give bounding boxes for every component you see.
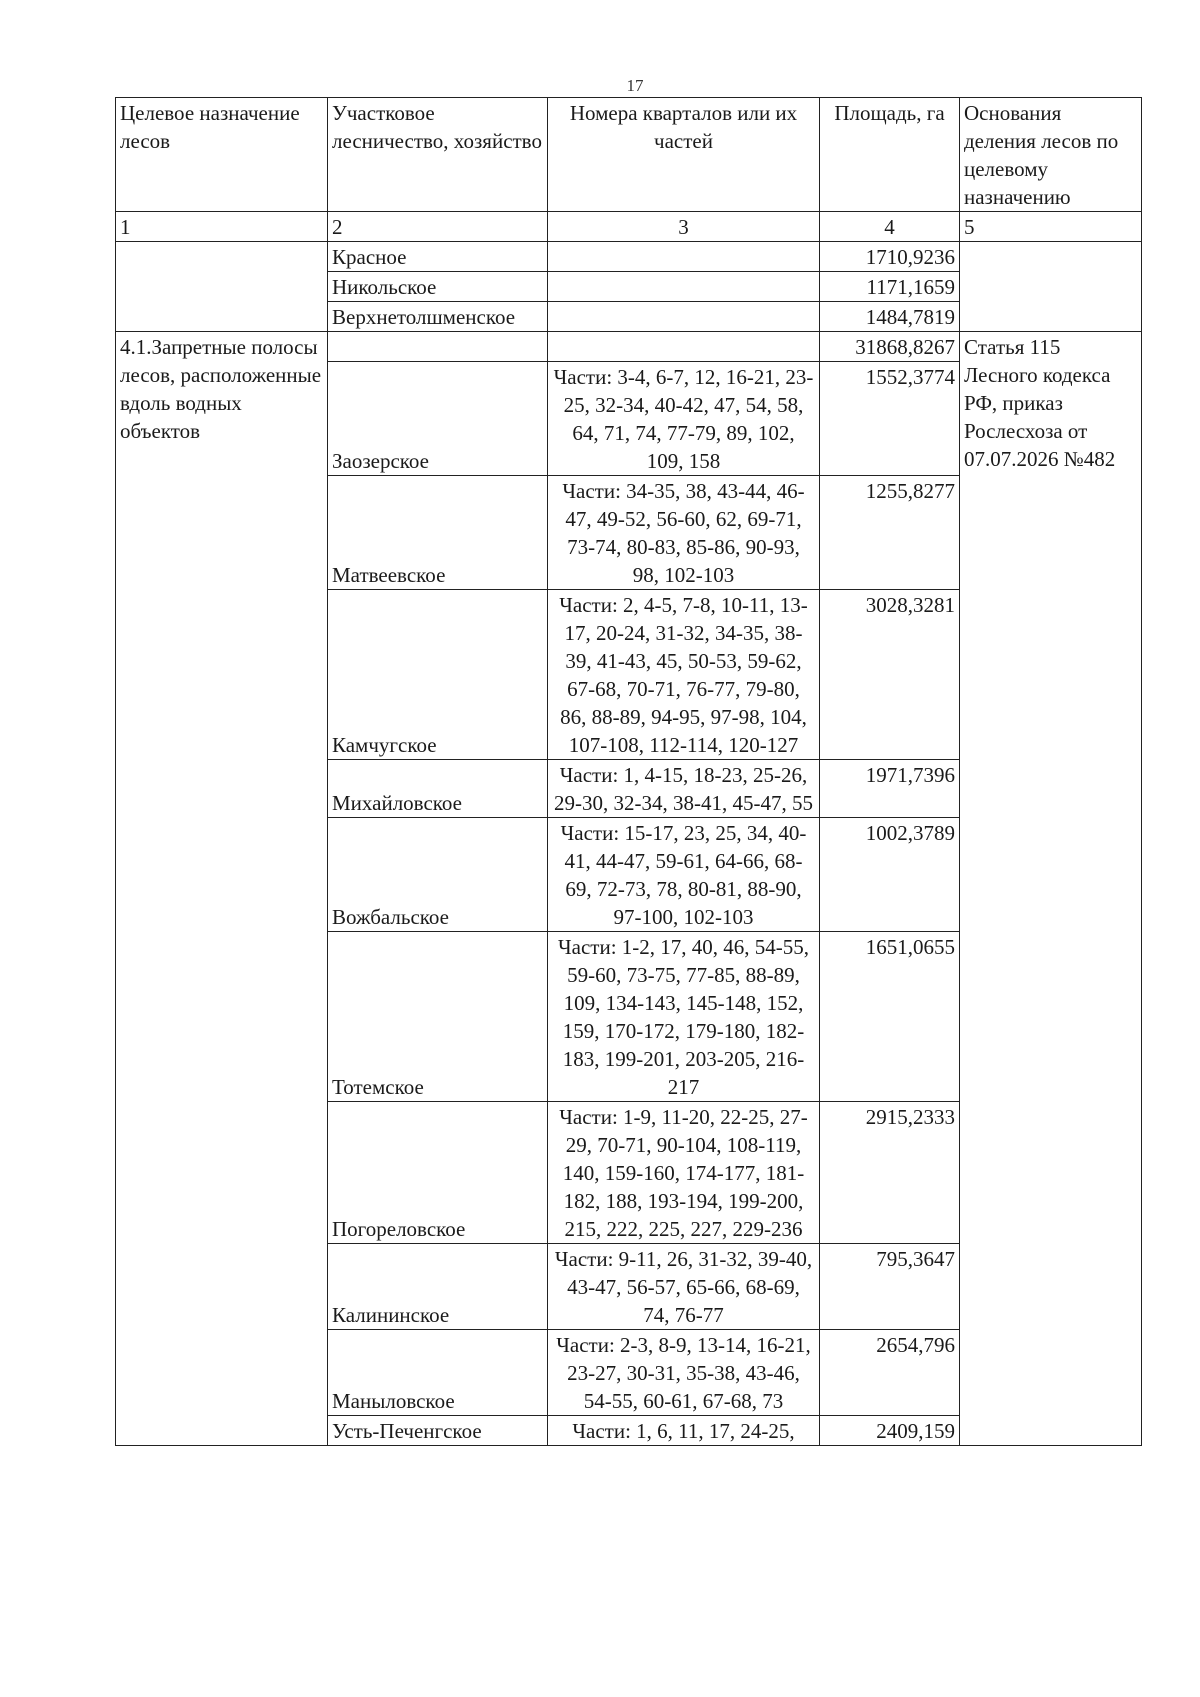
- quarters-list: Части: 15-17, 23, 25, 34, 40-41, 44-47, 59-61, 64-66, 68-69, 72-73, 78, 80-81, 88-90, 97-100, 102-103: [548, 818, 820, 932]
- forestry-name: Калининское: [328, 1244, 548, 1330]
- quarters-list: Части: 34-35, 38, 43-44, 46-47, 49-52, 56-60, 62, 69-71, 73-74, 80-83, 85-86, 90-93, 98, 102-103: [548, 476, 820, 590]
- header-basis: Основания деления лесов по целевому назначению: [960, 98, 1142, 212]
- forestry-name: Матвеевское: [328, 476, 548, 590]
- purpose-cell-empty: [116, 242, 328, 332]
- forestry-name: Маныловское: [328, 1330, 548, 1416]
- forestry-name: Красное: [328, 242, 548, 272]
- area-value: 1552,3774: [820, 362, 960, 476]
- quarters-list: Части: 3-4, 6-7, 12, 16-21, 23-25, 32-34, 40-42, 47, 54, 58, 64, 71, 74, 77-79, 89, 102, 109, 158: [548, 362, 820, 476]
- column-number: 5: [960, 212, 1142, 242]
- purpose-cell: 4.1.Запретные полосы лесов, расположенные вдоль водных объектов: [116, 332, 328, 1446]
- quarters-list: Части: 9-11, 26, 31-32, 39-40, 43-47, 56-57, 65-66, 68-69, 74, 76-77: [548, 1244, 820, 1330]
- quarters-list: Части: 1, 6, 11, 17, 24-25,: [548, 1416, 820, 1446]
- header-quarters: Номера кварталов или их частей: [548, 98, 820, 212]
- area-value: 1002,3789: [820, 818, 960, 932]
- area-value: 1255,8277: [820, 476, 960, 590]
- total-area-value: 31868,8267: [820, 332, 960, 362]
- quarters-cell-empty: [548, 332, 820, 362]
- area-value: 2654,796: [820, 1330, 960, 1416]
- forestry-cell-empty: [328, 332, 548, 362]
- table-row: [116, 242, 1142, 272]
- column-number: 3: [548, 212, 820, 242]
- table-header-row: [116, 98, 1142, 212]
- quarters-cell-empty: [548, 272, 820, 302]
- quarters-list: Части: 1, 4-15, 18-23, 25-26, 29-30, 32-34, 38-41, 45-47, 55: [548, 760, 820, 818]
- section-total-row: [116, 332, 1142, 362]
- area-value: 1171,1659: [820, 272, 960, 302]
- forestry-name: Верхнетолшменское: [328, 302, 548, 332]
- forest-purpose-table: [115, 97, 1142, 1446]
- column-number: 1: [116, 212, 328, 242]
- quarters-list: Части: 2-3, 8-9, 13-14, 16-21, 23-27, 30-31, 35-38, 43-46, 54-55, 60-61, 67-68, 73: [548, 1330, 820, 1416]
- forestry-name: Тотемское: [328, 932, 548, 1102]
- quarters-list: Части: 2, 4-5, 7-8, 10-11, 13-17, 20-24, 31-32, 34-35, 38-39, 41-43, 45, 50-53, 59-62, 67-68, 70-71, 76-77, 79-80, 86, 88-89, 94-95, 97-98, 104, 107-108, 112-114, 120-127: [548, 590, 820, 760]
- basis-cell-empty: [960, 242, 1142, 332]
- header-area: Площадь, га: [820, 98, 960, 212]
- quarters-list: Части: 1-9, 11-20, 22-25, 27-29, 70-71, 90-104, 108-119, 140, 159-160, 174-177, 181-182, 188, 193-194, 199-200, 215, 222, 225, 227, 229-236: [548, 1102, 820, 1244]
- header-purpose: Целевое назначение лесов: [116, 98, 328, 212]
- quarters-cell-empty: [548, 242, 820, 272]
- quarters-cell-empty: [548, 302, 820, 332]
- forestry-name: Заозерское: [328, 362, 548, 476]
- quarters-list: Части: 1-2, 17, 40, 46, 54-55, 59-60, 73-75, 77-85, 88-89, 109, 134-143, 145-148, 152, 159, 170-172, 179-180, 182-183, 199-201, 203-205, 216-217: [548, 932, 820, 1102]
- forestry-name: Усть-Печенгское: [328, 1416, 548, 1446]
- area-value: 2409,159: [820, 1416, 960, 1446]
- area-value: 2915,2333: [820, 1102, 960, 1244]
- forestry-name: Михайловское: [328, 760, 548, 818]
- area-value: 1710,9236: [820, 242, 960, 272]
- column-number: 2: [328, 212, 548, 242]
- area-value: 795,3647: [820, 1244, 960, 1330]
- area-value: 1484,7819: [820, 302, 960, 332]
- column-number: 4: [820, 212, 960, 242]
- area-value: 3028,3281: [820, 590, 960, 760]
- forestry-name: Камчугское: [328, 590, 548, 760]
- page-number: 17: [626, 76, 644, 95]
- area-value: 1971,7396: [820, 760, 960, 818]
- forestry-name: Вожбальское: [328, 818, 548, 932]
- column-number-row: [116, 212, 1142, 242]
- basis-cell: Статья 115 Лесного кодекса РФ, приказ Рослесхоза от 07.07.2026 №482: [960, 332, 1142, 1446]
- area-value: 1651,0655: [820, 932, 960, 1102]
- forestry-name: Никольское: [328, 272, 548, 302]
- forestry-name: Погореловское: [328, 1102, 548, 1244]
- header-forestry: Участковое лесничество, хозяйство: [328, 98, 548, 212]
